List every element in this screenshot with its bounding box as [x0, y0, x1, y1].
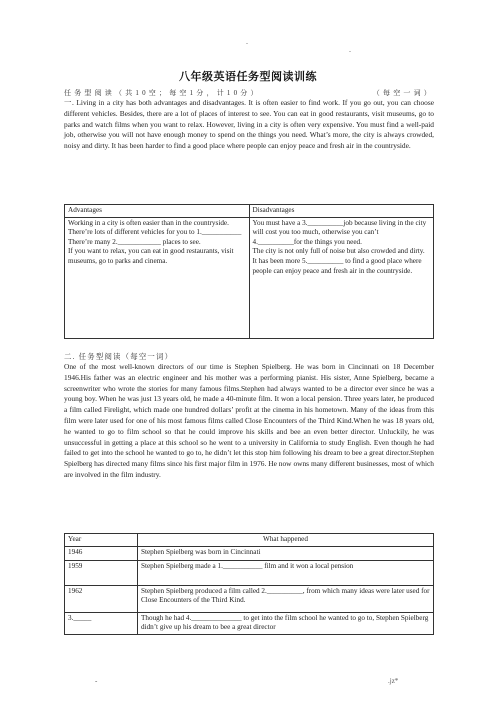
section1-passage: 一. Living in a city has both advantages and disadvantages. It is often easier to find work. If you go out, you can choose different vehicles. Besides, there are a lot of places of interest to see. You can eat in good restaurants, visit museums, go to parks and watch films when you want to relax. However, living in a city is often very expensive. You must find a well-paid job, otherwise you will not have enough money to spend on the things you need. What’s more, the city is always crowded, noisy and dirty. It has been harder to find a good place where people can enjoy peace and fresh air in the countryside.	[64, 98, 434, 151]
section2-heading: 二. 任务型阅读（每空一词）	[64, 352, 174, 361]
footer-left: -	[95, 677, 98, 685]
advantage-line: There’re lots of different vehicles for you to 1.___________	[68, 228, 242, 237]
section1-header-right: （每空一词）	[372, 89, 434, 97]
page-title: 八年级英语任务型阅读训练	[179, 71, 317, 83]
advantages-table	[64, 204, 434, 339]
header-advantages: Advantages	[65, 205, 250, 218]
table-row	[65, 546, 434, 560]
disadvantage-line: You must have a 3.__________job because living in the city will cost you too much, otherwise you can’t 4.__________for the things you need.	[252, 218, 427, 246]
row-event: Stephen Spielberg produced a film called 2.__________, from which many ideas were later used for Close Encounters of the Third Kind.	[138, 585, 434, 612]
header-what-happened: What happened	[138, 534, 434, 547]
section1-header-left: 任务型阅读（共10空；每空1分，计10分）	[64, 89, 261, 97]
footer-right: .jz*	[388, 677, 399, 685]
disadvantages-cell	[249, 217, 434, 338]
table-row	[65, 560, 434, 585]
advantage-line: Working in a city is often easier than in the countryside.	[68, 218, 229, 227]
section2-passage: One of the most well-known directors of our time is Stephen Spielberg. He was born in Cincinnati on 18 December 1946.His father was an electric engineer and his mother was a performing pianist. His sister, Anne Spielberg, became a screenwriter who wrote the stories for many famous films.Stephen had always wanted to be a director ever since he was a young boy. When he was just 13 years old, he made a 40-minute film. It won a local pension. Three years later, he produced a film called Firelight, which made one hundred dollars’ profit at the cinema in his hometown. Many of the ideas from this film were later used for one of his most famous films called Close Encounters of the Third Kind.When he was 18 years old, he wanted to go to film school so that he could improve his skills and bee an even better director. Unluckily, he was unsuccessful in getting a place at this school so he went to a university in California to study English. Even though he had failed to get into the school he wanted to go to, he didn’t let this stop him following his dream to bee a great director.Stephen Spielberg has directed many films since his first major film in 1976. He now owns many different businesses, most of which are involved in the film industry.	[64, 362, 434, 479]
section1-header	[64, 88, 434, 98]
row-year: 3._____	[65, 612, 138, 634]
timeline-table-header	[65, 534, 434, 547]
row-year: 1962	[65, 585, 138, 612]
top-dot-right: .	[349, 45, 351, 54]
advantages-table-body	[65, 217, 434, 338]
table-row	[65, 585, 434, 612]
table-row	[65, 612, 434, 634]
disadvantage-line: The city is not only full of noise but also crowded and dirty. It has been more 5.__________ to find a good place where people can enjoy peace and fresh air in the countryside.	[252, 247, 425, 275]
advantage-line: There’re many 2.____________ places to see.	[68, 237, 201, 246]
advantages-table-header	[65, 205, 434, 218]
advantages-cell	[65, 217, 250, 338]
row-event: Though he had 4.______________ to get into the film school he wanted to go to, Stephen Spielberg didn’t give up his dream to bee a great director	[138, 612, 434, 634]
row-event: Stephen Spielberg made a 1.___________ film and it won a local pension	[138, 560, 434, 585]
row-event: Stephen Spielberg was born in Cincinnati	[138, 546, 434, 560]
top-dot-left: .	[246, 37, 248, 46]
header-year: Year	[65, 534, 138, 547]
header-disadvantages: Disadvantages	[249, 205, 434, 218]
advantage-line: If you want to relax, you can eat in good restaurants, visit museums, go to parks and cinema.	[68, 247, 234, 265]
row-year: 1946	[65, 546, 138, 560]
timeline-table	[64, 533, 434, 635]
row-year: 1959	[65, 560, 138, 585]
